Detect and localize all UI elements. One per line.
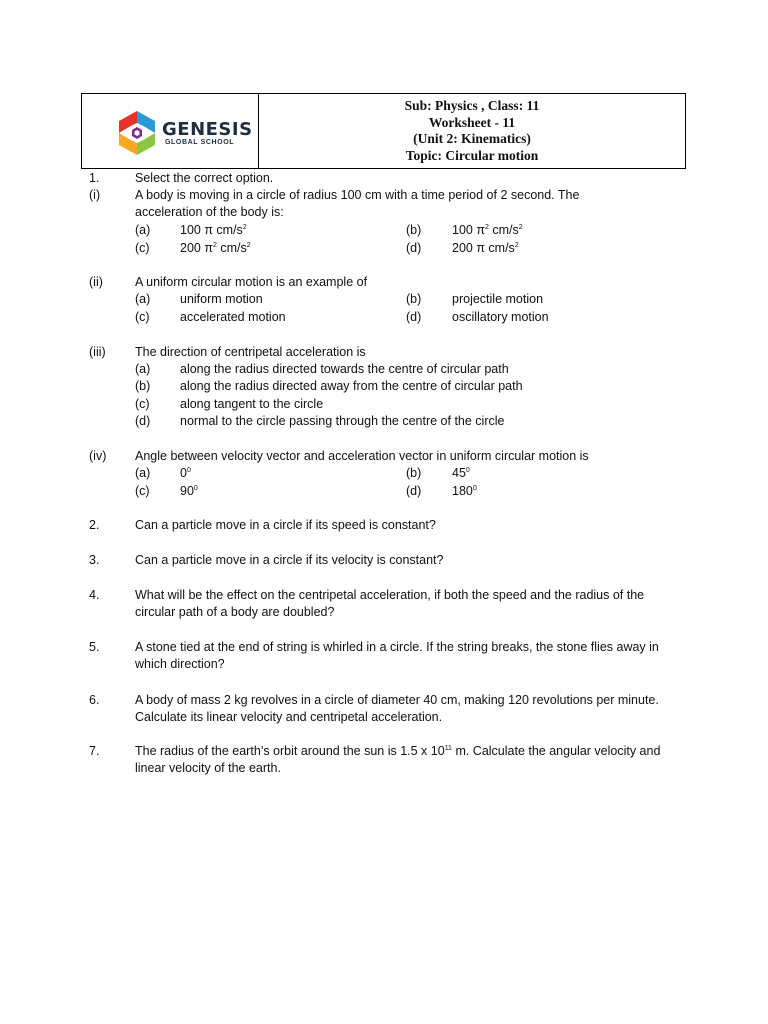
subquestion-number: (iii) <box>89 345 106 359</box>
genesis-hexagon-icon <box>115 109 159 157</box>
option-text: along the radius directed away from the centre of circular path <box>180 379 523 393</box>
question-text: A stone tied at the end of string is whirled in a circle. If the string breaks, the stone flies away in which direction? <box>135 640 659 671</box>
option-text: accelerated motion <box>180 310 286 324</box>
subquestion-text: A uniform circular motion is an example of <box>135 275 368 289</box>
option-label: (d) <box>406 484 422 498</box>
option-label: (c) <box>135 484 150 498</box>
subquestion-number: (i) <box>89 188 101 202</box>
option-text: along the radius directed towards the centre of circular path <box>180 362 509 376</box>
option-label: (d) <box>406 310 422 324</box>
option-text: $180^0$ <box>452 484 477 498</box>
option-label: (c) <box>135 397 150 411</box>
option-label: (d) <box>406 241 422 255</box>
subquestion-number: (iv) <box>89 449 107 463</box>
option-label: (a) <box>135 362 151 376</box>
question-number: 6. <box>89 693 100 707</box>
option-text: 200 $\pi^2$ $cm/s^2$ <box>180 241 251 255</box>
question-text: What will be the effect on the centripetal acceleration, if both the speed and the radius of the circular path of a body are doubled? <box>135 588 645 619</box>
school-logo <box>82 94 259 168</box>
worksheet-header <box>81 93 686 169</box>
option-label: (b) <box>406 466 422 480</box>
option-label: (d) <box>135 414 151 428</box>
option-text: 100 $\pi^2$ $cm/s^2$ <box>452 223 523 237</box>
option-label: (a) <box>135 292 151 306</box>
option-label: (a) <box>135 223 151 237</box>
option-text: $0^0$ <box>180 466 191 480</box>
option-label: (b) <box>406 223 422 237</box>
option-text: 200 π $cm/s^2$ <box>452 241 519 255</box>
question-number: 5. <box>89 640 100 654</box>
option-text: oscillatory motion <box>452 310 549 324</box>
option-text: projectile motion <box>452 292 544 306</box>
unit-line: (Unit 2: Kinematics) <box>413 131 531 146</box>
question-text: Can a particle move in a circle if its speed is constant? <box>135 518 436 532</box>
question-number: 3. <box>89 553 100 567</box>
subquestion-number: (ii) <box>89 275 103 289</box>
question-text: Select the correct option. <box>135 171 274 185</box>
subquestion-text: A body is moving in a circle of radius 100 cm with a time period of 2 second. The acceleration of the body is: <box>135 188 580 219</box>
question-number: 2. <box>89 518 100 532</box>
question-number: 7. <box>89 744 100 758</box>
option-text: 100 π $cm/s^2$ <box>180 223 247 237</box>
option-label: (b) <box>135 379 151 393</box>
subquestion-text: The direction of centripetal acceleration is <box>135 345 366 359</box>
question-number: 1. <box>89 171 100 185</box>
option-label: (b) <box>406 292 422 306</box>
question-number: 4. <box>89 588 100 602</box>
question-text: A body of mass 2 kg revolves in a circle of diameter 40 cm, making 120 revolutions per minute. Calculate its linear velocity and centripetal acceleration. <box>135 693 659 724</box>
option-text: $45^0$ <box>452 466 470 480</box>
logo-subtitle: GLOBAL SCHOOL <box>165 139 235 146</box>
option-text: normal to the circle passing through the centre of the circle <box>180 414 505 428</box>
question-text: Can a particle move in a circle if its velocity is constant? <box>135 553 444 567</box>
logo-name: GENESIS <box>162 119 253 140</box>
option-text: uniform motion <box>180 292 263 306</box>
subquestion-text: Angle between velocity vector and acceleration vector in uniform circular motion is <box>135 449 589 463</box>
header-title-block <box>259 94 685 168</box>
option-label: (a) <box>135 466 151 480</box>
option-text: along tangent to the circle <box>180 397 324 411</box>
option-text: $90^0$ <box>180 484 198 498</box>
worksheet-number: Worksheet - 11 <box>428 114 516 130</box>
question-text: The radius of the earth’s orbit around the sun is 1.5 x $10^{11}$ m. Calculate the angular velocity and linear velocity of the earth. <box>135 744 661 775</box>
subject-line: Sub: Physics , Class: 11 <box>404 98 540 113</box>
option-label: (c) <box>135 310 150 324</box>
option-label: (c) <box>135 241 150 255</box>
topic-line: Topic: Circular motion <box>405 147 539 163</box>
